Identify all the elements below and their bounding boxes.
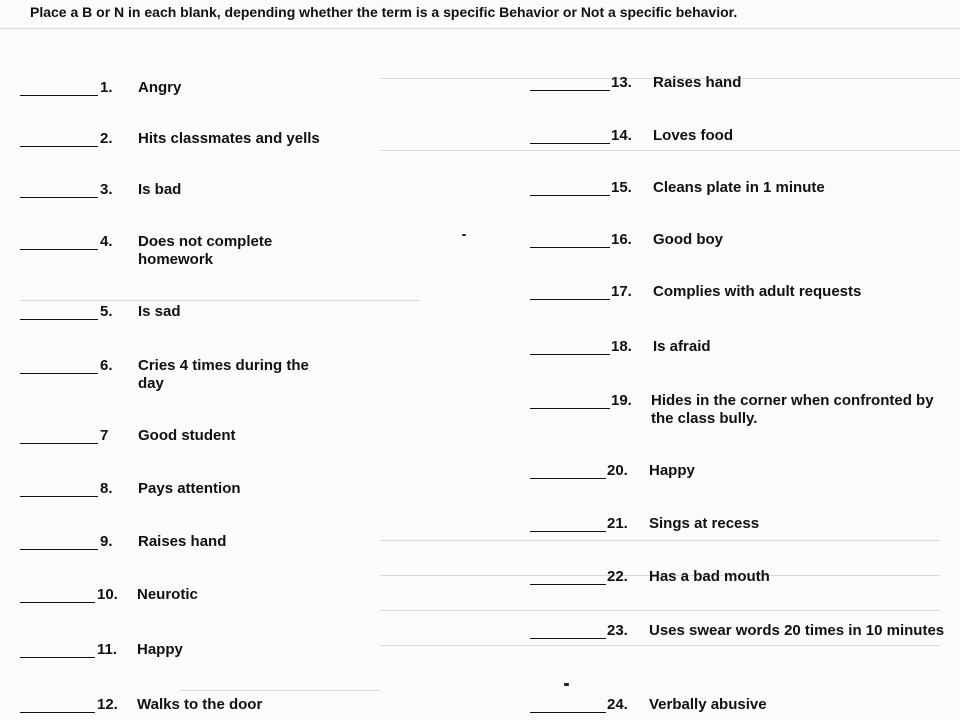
instructions: Place a B or N in each blank, depending whether the term is a specific Behavior or Not a specific behavior. [30, 4, 738, 20]
scan-speck [564, 683, 569, 686]
answer-blank-14[interactable] [530, 143, 610, 144]
answer-blank-24[interactable] [530, 712, 606, 713]
question-9: 9. Raises hand [20, 533, 350, 553]
answer-blank-15[interactable] [530, 195, 610, 196]
answer-blank-1[interactable] [20, 95, 98, 96]
question-20: 20. Happy [530, 462, 950, 482]
question-13: 13. Raises hand [530, 74, 950, 94]
question-17: 17. Complies with adult requests [530, 283, 950, 303]
question-5: 5. Is sad [20, 303, 350, 323]
answer-blank-9[interactable] [20, 549, 98, 550]
question-19: 19. Hides in the corner when confronted by the class bully. [530, 392, 950, 430]
answer-blank-3[interactable] [20, 197, 98, 198]
question-21: 21. Sings at recess [530, 515, 950, 535]
answer-blank-19[interactable] [530, 408, 610, 409]
question-14: 14. Loves food [530, 127, 950, 147]
question-12: 12. Walks to the door [20, 696, 350, 716]
question-24: 24. Verbally abusive [530, 696, 950, 716]
answer-blank-18[interactable] [530, 354, 610, 355]
question-22: 22. Has a bad mouth [530, 568, 950, 588]
question-3: 3. Is bad [20, 181, 350, 201]
question-7: 7 Good student [20, 427, 350, 447]
answer-blank-6[interactable] [20, 373, 98, 374]
answer-blank-22[interactable] [530, 584, 606, 585]
question-10: 10. Neurotic [20, 586, 350, 606]
answer-blank-2[interactable] [20, 146, 98, 147]
answer-blank-12[interactable] [20, 712, 95, 713]
answer-blank-8[interactable] [20, 496, 98, 497]
answer-blank-4[interactable] [20, 249, 98, 250]
question-8: 8. Pays attention [20, 480, 350, 500]
answer-blank-11[interactable] [20, 657, 95, 658]
question-1: 1. Angry [20, 79, 350, 99]
answer-blank-16[interactable] [530, 247, 610, 248]
answer-blank-17[interactable] [530, 299, 610, 300]
question-15: 15. Cleans plate in 1 minute [530, 179, 950, 199]
question-2: 2. Hits classmates and yells [20, 130, 380, 150]
answer-blank-10[interactable] [20, 602, 95, 603]
question-18: 18. Is afraid [530, 338, 950, 358]
question-11: 11. Happy [20, 641, 350, 661]
question-4: 4. Does not complete homework [20, 233, 350, 271]
answer-blank-5[interactable] [20, 319, 98, 320]
question-16: 16. Good boy [530, 231, 950, 251]
answer-blank-13[interactable] [530, 90, 610, 91]
answer-blank-21[interactable] [530, 531, 606, 532]
answer-blank-20[interactable] [530, 478, 606, 479]
answer-blank-7[interactable] [20, 443, 98, 444]
question-6: 6. Cries 4 times during the day [20, 357, 350, 395]
answer-blank-23[interactable] [530, 638, 606, 639]
question-23: 23. Uses swear words 20 times in 10 minutes [530, 622, 955, 660]
scan-speck [462, 234, 466, 236]
